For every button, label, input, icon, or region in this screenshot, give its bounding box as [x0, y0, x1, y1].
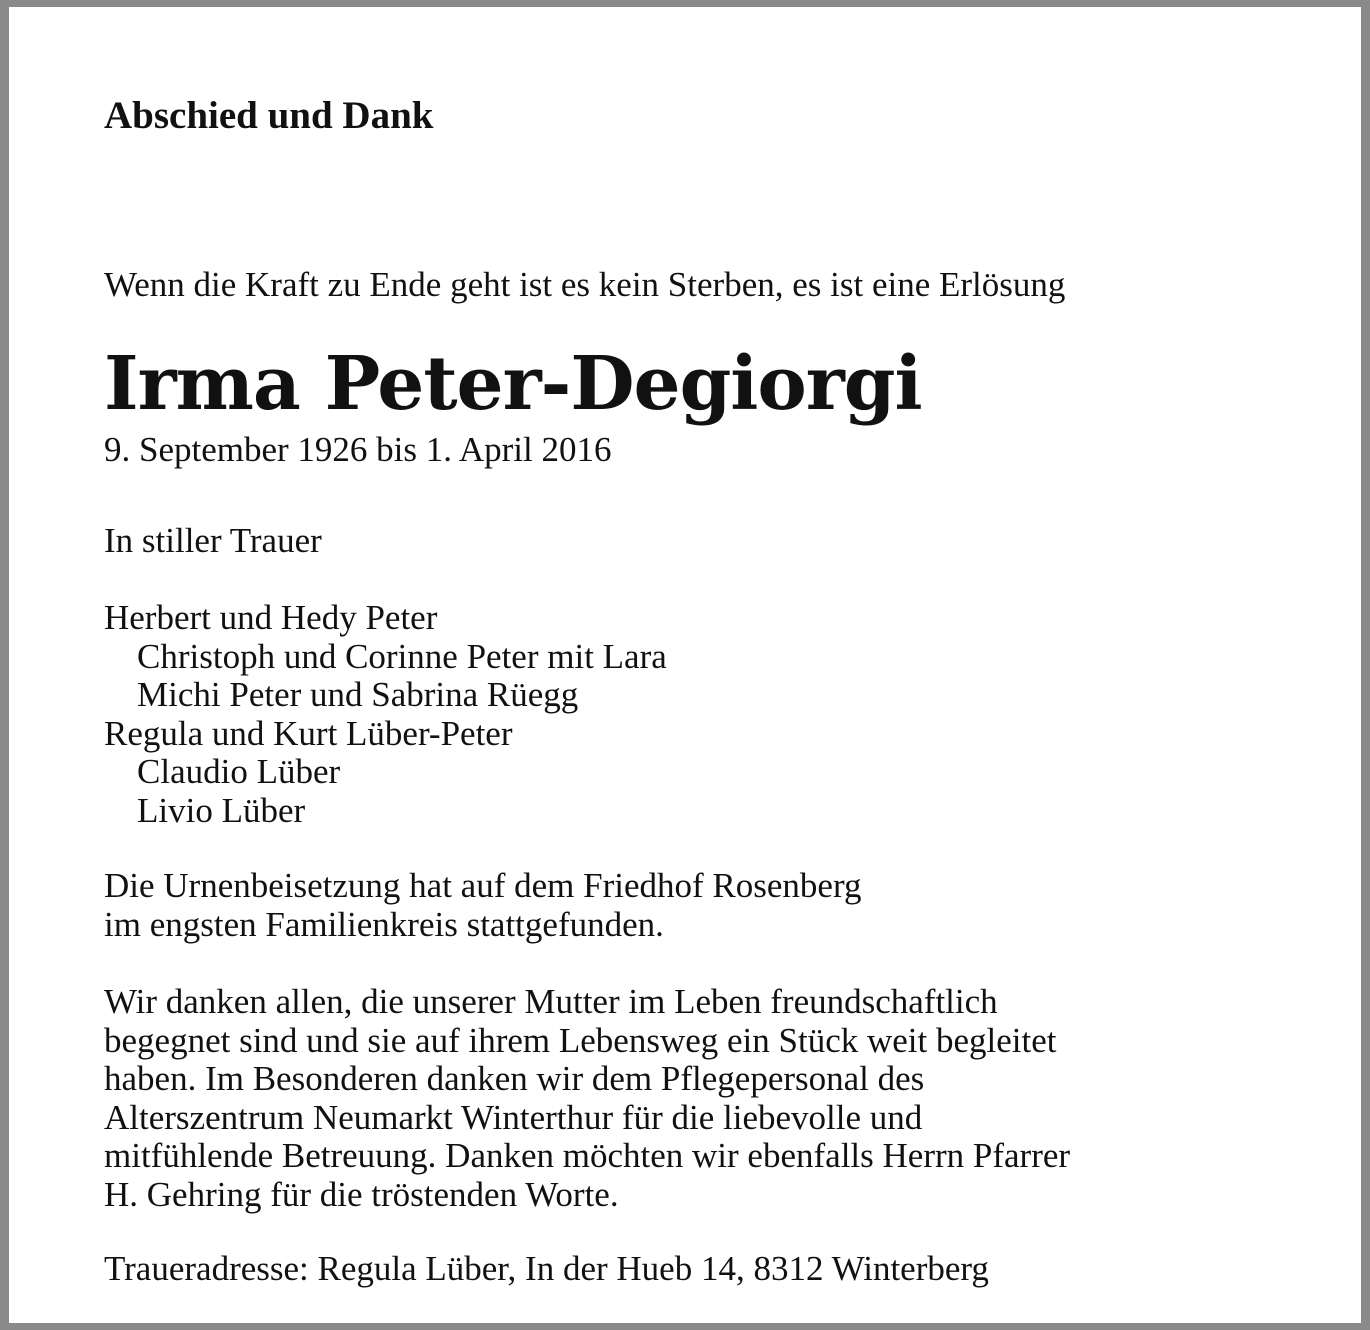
family-member: Claudio Lüber — [137, 752, 341, 791]
thanks-line: mitfühlende Betreuung. Danken möchten wir ebenfalls Herrn Pfarrer — [104, 1136, 1071, 1175]
notice-heading: Abschied und Dank — [104, 94, 434, 137]
thanks-line: H. Gehring für die tröstenden Worte. — [104, 1174, 619, 1214]
burial-line: Die Urnenbeisetzung hat auf dem Friedhof Rosenberg — [104, 866, 862, 905]
family-member: Christoph und Corinne Peter mit Lara — [137, 636, 667, 676]
thanks-paragraph — [104, 983, 1070, 1214]
thanks-line: Wir danken allen, die unserer Mutter im Leben freundschaftlich — [104, 982, 998, 1021]
mourning-intro: In stiller Trauer — [104, 521, 322, 560]
family-member: Livio Lüber — [137, 790, 306, 830]
life-dates: 9. September 1926 bis 1. April 2016 — [104, 430, 612, 469]
family-member: Regula und Kurt Lüber-Peter — [104, 713, 513, 753]
burial-paragraph — [104, 867, 861, 944]
family-list — [104, 599, 667, 830]
thanks-line: begegnet sind und sie auf ihrem Lebensweg ein Stück weit begleitet — [104, 1020, 1057, 1060]
thanks-line: Alterszentrum Neumarkt Winterthur für die liebevolle und — [104, 1097, 923, 1137]
burial-line: im engsten Familienkreis stattgefunden. — [104, 904, 664, 944]
family-member: Herbert und Hedy Peter — [104, 598, 438, 637]
family-member: Michi Peter und Sabrina Rüegg — [137, 675, 579, 714]
deceased-name: Irma Peter-Degiorgi — [104, 341, 922, 427]
motto-line: Wenn die Kraft zu Ende geht ist es kein Sterben, es ist eine Erlösung — [104, 265, 1066, 304]
mourning-address: Traueradresse: Regula Lüber, In der Hueb 14, 8312 Winterberg — [104, 1249, 989, 1288]
thanks-line: haben. Im Besonderen danken wir dem Pflegepersonal des — [104, 1059, 925, 1098]
